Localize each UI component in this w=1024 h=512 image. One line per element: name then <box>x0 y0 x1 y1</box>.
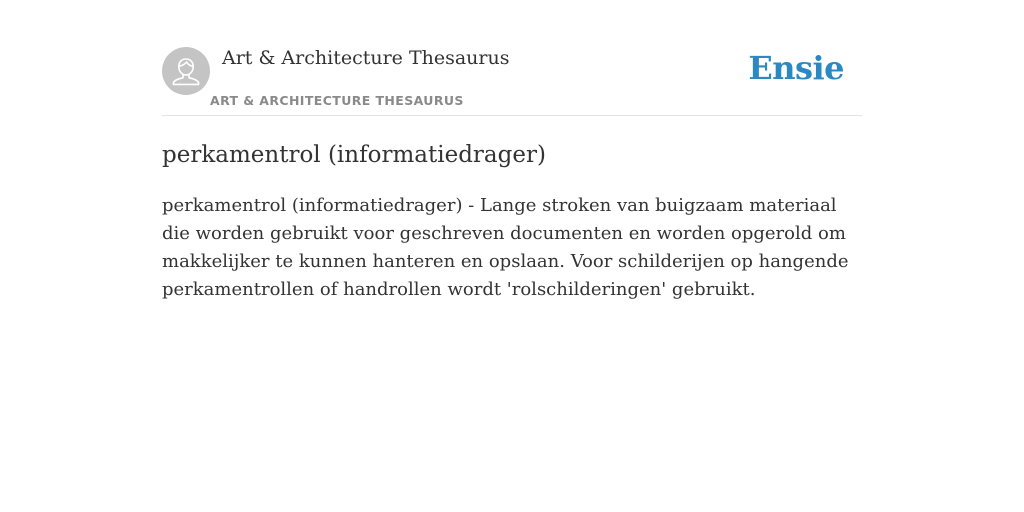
definition-text: perkamentrol (informatiedrager) - Lange stroken van buigzaam materiaal die worden gebruikt voor geschreven documenten en worden opgerold om makkelijker te kunnen hanteren en opslaan. Voor schilderijen op hangende perkamentrollen of handrollen wordt 'rolschilderingen' gebruikt. <box>162 195 849 300</box>
brand-logo[interactable]: Ensie <box>748 49 844 87</box>
category-label[interactable]: ART & ARCHITECTURE THESAURUS <box>210 93 464 108</box>
header <box>162 0 862 116</box>
page-container <box>162 0 862 512</box>
user-outline-icon <box>162 47 210 95</box>
author-name[interactable]: Art & Architecture Thesaurus <box>222 47 510 69</box>
avatar[interactable] <box>162 47 210 95</box>
page-title: perkamentrol (informatiedrager) <box>162 142 546 168</box>
